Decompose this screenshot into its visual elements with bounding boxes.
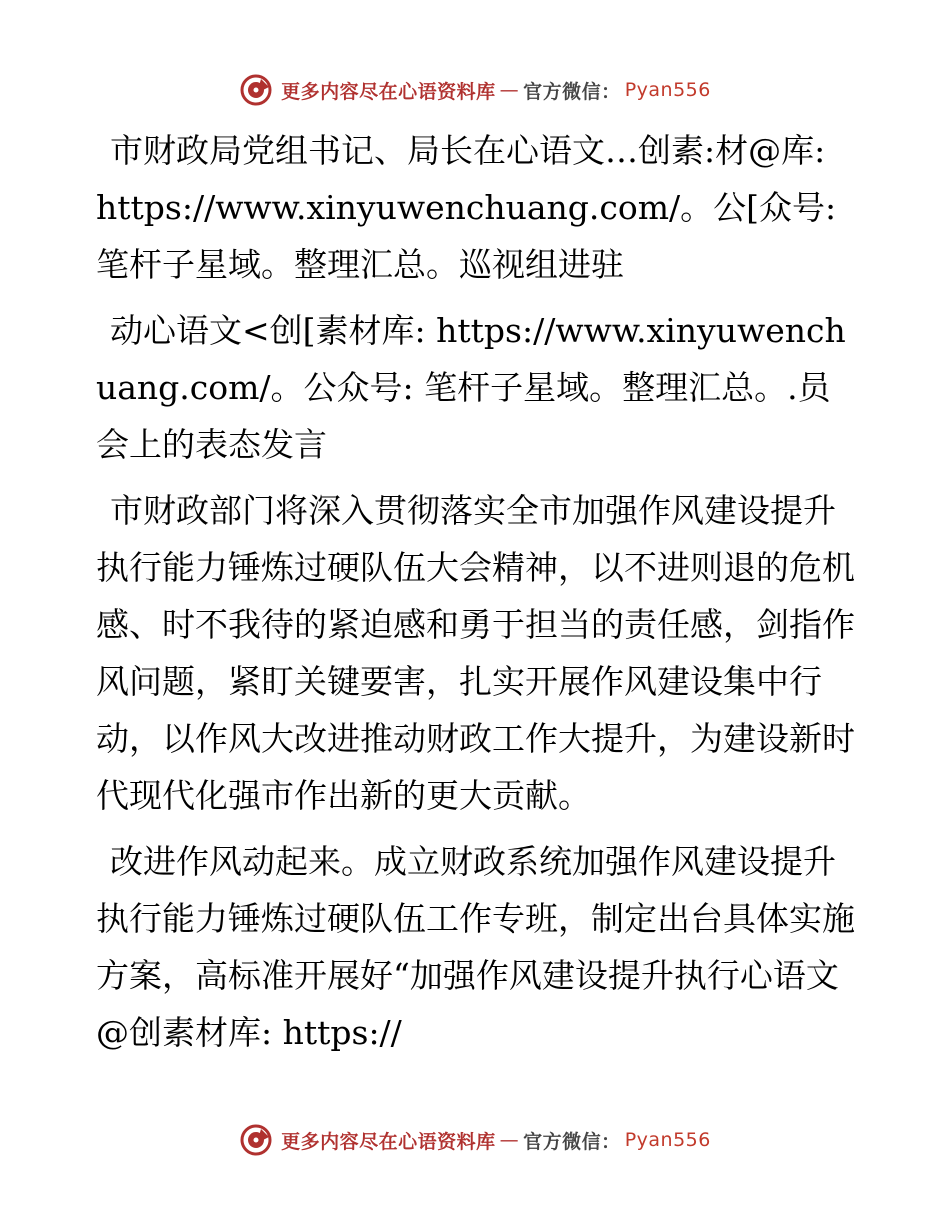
header-banner bbox=[0, 70, 950, 110]
paragraph-title: 市财政局党组书记、局长在心语文…创素:材@库: https://www.xinyuwenchuang.com/。公[众号: 笔杆子星域。整理汇总。巡视组进驻 bbox=[96, 131, 837, 284]
footer-dash: — bbox=[499, 1129, 520, 1151]
pen-nib-logo-icon bbox=[239, 73, 273, 107]
header-site-text: 更多内容尽在心语资料库 bbox=[281, 80, 496, 103]
document-body bbox=[96, 122, 856, 1070]
header-wechat-id: Pyan556 bbox=[624, 79, 711, 101]
paragraph-subtitle: 动心语文<创[素材库: https://www.xinyuwenchuang.com/。公众号: 笔杆子星域。整理汇总。.员会上的表态发言 bbox=[96, 311, 846, 464]
header-dash: — bbox=[499, 79, 520, 101]
header-wechat-label: 官方微信： bbox=[523, 80, 621, 103]
footer-site-text: 更多内容尽在心语资料库 bbox=[281, 1130, 496, 1153]
paragraph-intro: 市财政部门将深入贯彻落实全市加强作风建设提升执行能力锤炼过硬队伍大会精神，以不进则退的危机感、时不我待的紧迫感和勇于担当的责任感，剑指作风问题，紧盯关键要害，扎实开展作风建设集中行动，以作风大改进推动财政工作大提升，为建设新时代现代化强市作出新的更大贡献。 bbox=[96, 491, 855, 815]
pen-nib-logo-icon bbox=[239, 1123, 273, 1157]
footer-wechat-id: Pyan556 bbox=[624, 1129, 711, 1151]
footer-banner bbox=[0, 1120, 950, 1160]
footer-wechat-label: 官方微信： bbox=[523, 1130, 621, 1153]
paragraph-section: 改进作风动起来。成立财政系统加强作风建设提升执行能力锤炼过硬队伍工作专班，制定出台具体实施方案，高标准开展好“加强作风建设提升执行心语文@创素材库: https:// bbox=[96, 842, 855, 1052]
